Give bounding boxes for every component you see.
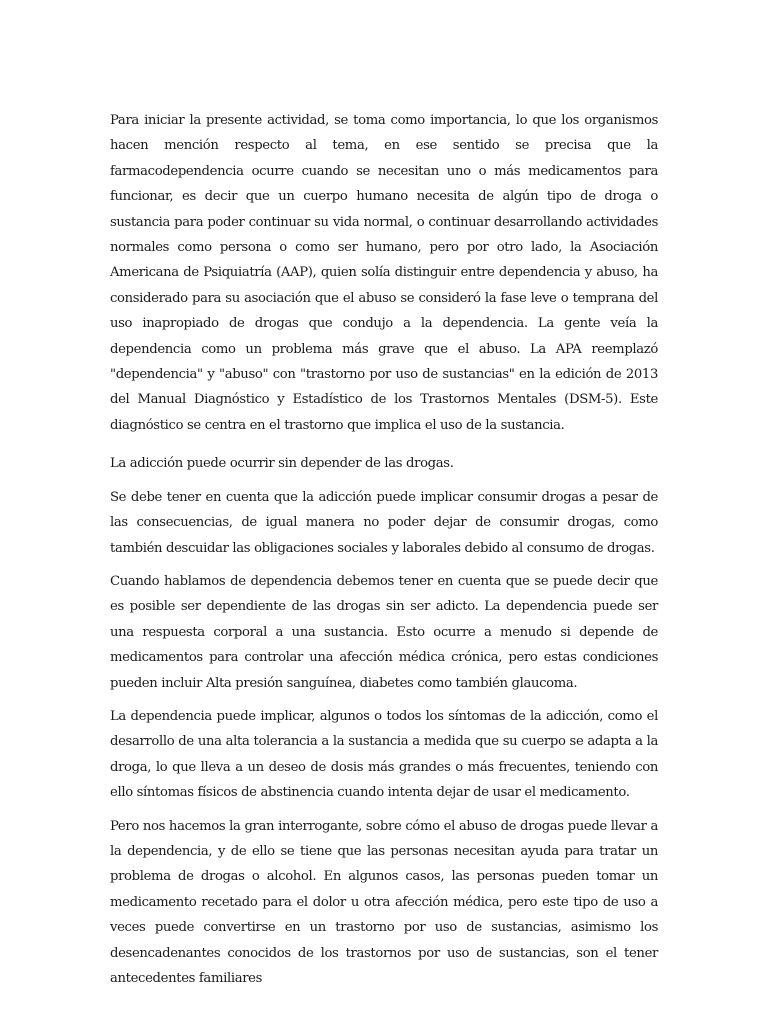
paragraph-addiction-consequences: Se debe tener en cuenta que la adicción puede implicar consumir drogas a pesar de las consecuencias, de igual manera no poder dejar de consumir drogas, como también descuidar las obligaciones sociales y laborales debido al consumo de drogas.: [110, 489, 658, 556]
document-body: [110, 108, 658, 999]
paragraph-dependence-symptoms: La dependencia puede implicar, algunos o todos los síntomas de la adicción, como el desarrollo de una alta tolerancia a la sustancia a medida que su cuerpo se adapta a la droga, lo que lleva a un deseo de dosis más grandes o más frecuentes, teniendo con ello síntomas físicos de abstinencia cuando intenta dejar de usar el medicamento.: [110, 708, 658, 801]
paragraph-dependence: Cuando hablamos de dependencia debemos tener en cuenta que se puede decir que es posible ser dependiente de las drogas sin ser adicto. La dependencia puede ser una respuesta corporal a una sustancia. Esto ocurre a menudo si depende de medicamentos para controlar una afección médica crónica, pero estas condiciones pueden incluir Alta presión sanguínea, diabetes como también glaucoma.: [110, 573, 658, 691]
paragraph-abuse-to-dependence: Pero nos hacemos la gran interrogante, sobre cómo el abuso de drogas puede llevar a la dependencia, y de ello se tiene que las personas necesitan ayuda para tratar un problema de drogas o alcohol. En algunos casos, las personas pueden tomar un medicamento recetado para el dolor u otra afección médica, pero este tipo de uso a veces puede convertirse en un trastorno por uso de sustancias, asimismo los desencadenantes conocidos de los trastornos por uso de sustancias, son el tener antecedentes familiares: [110, 818, 658, 986]
paragraph-intro: Para iniciar la presente actividad, se toma como importancia, lo que los organismos hacen mención respecto al tema, en ese sentido se precisa que la farmacodependencia ocurre cuando se necesitan uno o más medicamentos para funcionar, es decir que un cuerpo humano necesita de algún tipo de droga o sustancia para poder continuar su vida normal, o continuar desarrollando actividades normales como persona o como ser humano, pero por otro lado, la Asociación Americana de Psiquiatría (AAP), quien solía distinguir entre dependencia y abuso, ha considerado para su asociación que el abuso se consideró la fase leve o temprana del uso inapropiado de drogas que condujo a la dependencia. La gente veía la dependencia como un problema más grave que el abuso. La APA reemplazó "dependencia" y "abuso" con "trastorno por uso de sustancias" en la edición de 2013 del Manual Diagnóstico y Estadístico de los Trastornos Mentales (DSM-5). Este diagnóstico se centra en el trastorno que implica el uso de la sustancia.: [110, 113, 658, 433]
paragraph-addiction-statement: La adicción puede ocurrir sin depender de las drogas.: [110, 456, 454, 472]
